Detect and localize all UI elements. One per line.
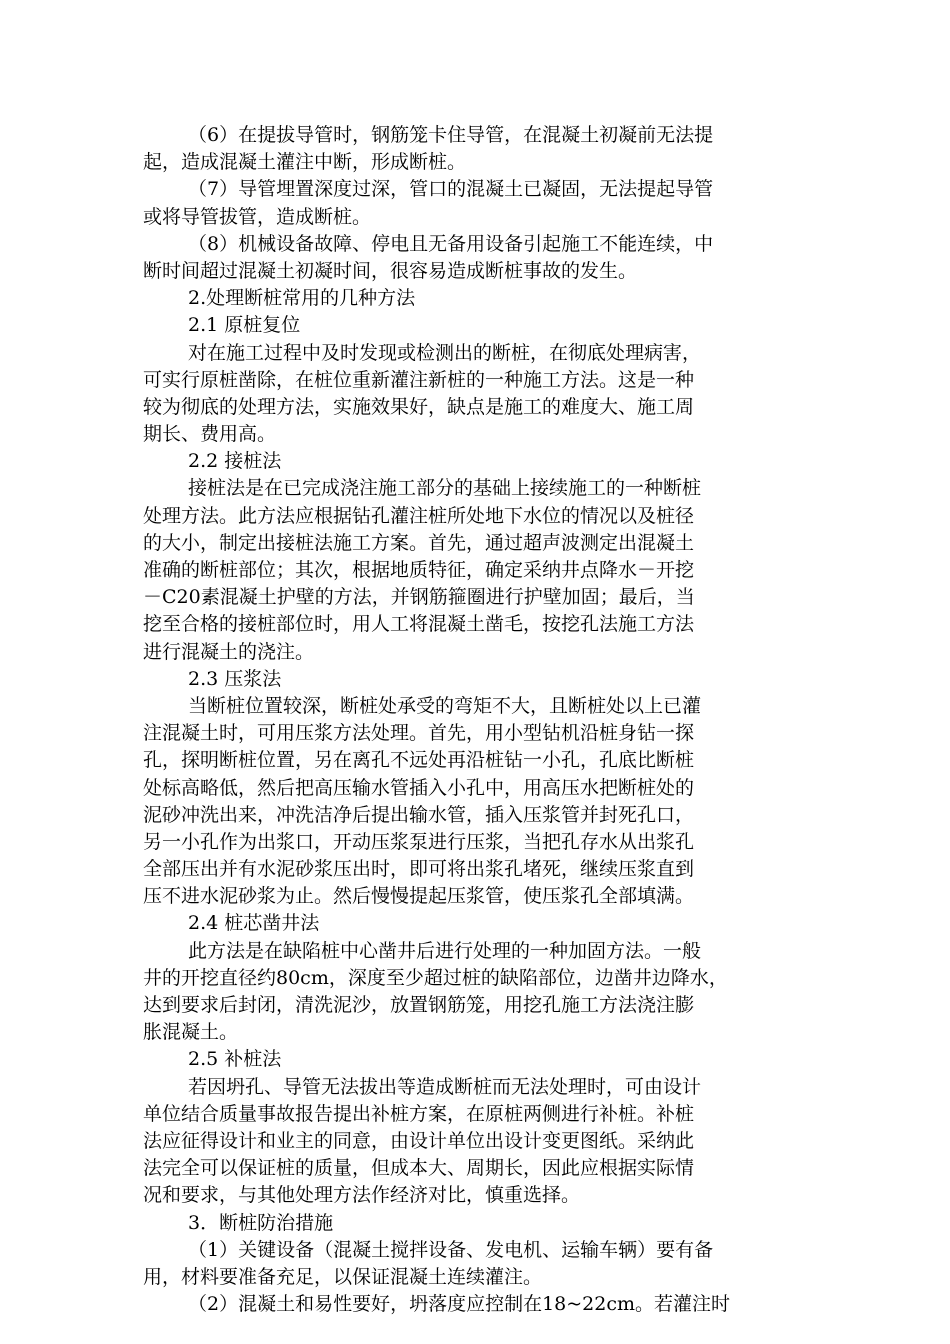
text-line: 泥砂冲洗出来，冲洗洁净后提出输水管，插入压浆管并封死孔口，: [143, 803, 695, 826]
text-line: 法应征得设计和业主的同意，由设计单位出设计变更图纸。采纳此: [143, 1129, 695, 1152]
text-line: （6）在提拔导管时，钢筋笼卡住导管，在混凝土初凝前无法提: [188, 124, 714, 146]
text-line: －C20素混凝土护壁的方法，并钢筋箍圈进行护壁加固；最后，当: [143, 586, 695, 609]
text-line: 用，材料要准备充足，以保证混凝土连续灌注。: [143, 1265, 543, 1288]
text-line: 孔，探明断桩位置，另在离孔不远处再沿桩钻一小孔，孔底比断桩: [143, 749, 695, 772]
text-line: 单位结合质量事故报告提出补桩方案，在原桩两侧进行补桩。补桩: [143, 1102, 695, 1125]
text-line: 3．断桩防治措施: [188, 1211, 334, 1234]
text-line: 的大小，制定出接桩法施工方案。首先，通过超声波测定出混凝土: [143, 531, 695, 554]
document-body: [143, 122, 808, 1318]
text-line: （2）混凝土和易性要好，坍落度应控制在18~22cm。若灌注时: [188, 1293, 731, 1316]
text-line: 2.2 接桩法: [188, 450, 282, 473]
text-line: 较为彻底的处理方法，实施效果好，缺点是施工的难度大、施工周: [143, 395, 695, 418]
text-line: 准确的断桩部位；其次，根据地质特征，确定采纳井点降水－开挖: [143, 559, 695, 581]
text-line: 法完全可以保证桩的质量，但成本大、周期长，因此应根据实际情: [143, 1157, 695, 1180]
text-line: 处标高略低，然后把高压输水管插入小孔中，用高压水把断桩处的: [143, 776, 695, 799]
text-line: 2.处理断桩常用的几种方法: [188, 287, 416, 310]
text-line: 当断桩位置较深，断桩处承受的弯矩不大，且断桩处以上已灌: [188, 694, 702, 717]
text-line: 况和要求，与其他处理方法作经济对比，慎重选择。: [143, 1184, 581, 1207]
text-line: （7）导管埋置深度过深，管口的混凝土已凝固，无法提起导管: [188, 178, 714, 201]
text-line: 压不进水泥砂浆为止。然后慢慢提起压浆管，使压浆孔全部填满。: [143, 885, 695, 908]
text-line: 或将导管拔管，造成断桩。: [143, 205, 372, 228]
text-line: 注混凝土时，可用压浆方法处理。首先，用小型钻机沿桩身钻一探: [143, 722, 695, 745]
text-line: 起，造成混凝土灌注中断，形成断桩。: [143, 151, 467, 174]
text-line: 进行混凝土的浇注。: [143, 640, 315, 663]
text-line: 全部压出并有水泥砂浆压出时，即可将出浆孔堵死，继续压浆直到: [143, 858, 695, 881]
text-line: 2.1 原桩复位: [188, 314, 301, 337]
text-line: 2.4 桩芯凿井法: [188, 912, 320, 935]
text-line: 此方法是在缺陷桩中心凿井后进行处理的一种加固方法。一般: [188, 939, 702, 962]
text-line: 挖至合格的接桩部位时，用人工将混凝土凿毛，按挖孔法施工方法: [143, 613, 695, 636]
text-line: 处理方法。此方法应根据钻孔灌注桩所处地下水位的情况以及桩径: [143, 504, 695, 527]
text-line: 对在施工过程中及时发现或检测出的断桩，在彻底处理病害，: [188, 341, 702, 364]
text-line: 胀混凝土。: [143, 1021, 239, 1044]
text-line: 2.3 压浆法: [188, 667, 282, 690]
text-line: （8）机械设备故障、停电且无备用设备引起施工不能连续，中: [188, 232, 714, 255]
text-line: 接桩法是在已完成浇注施工部分的基础上接续施工的一种断桩: [188, 477, 702, 500]
text-line: （1）关键设备（混凝土搅拌设备、发电机、运输车辆）要有备: [188, 1238, 714, 1261]
text-line: 可实行原桩凿除，在桩位重新灌注新桩的一种施工方法。这是一种: [143, 368, 695, 391]
text-line: 达到要求后封闭，清洗泥沙，放置钢筋笼，用挖孔施工方法浇注膨: [143, 994, 695, 1016]
text-line: 期长、费用高。: [143, 423, 277, 446]
text-line: 断时间超过混凝土初凝时间，很容易造成断桩事故的发生。: [143, 259, 638, 282]
text-line: 2.5 补桩法: [188, 1048, 282, 1071]
text-line: 井的开挖直径约80cm，深度至少超过桩的缺陷部位，边凿井边降水，: [143, 966, 728, 989]
text-line: 另一小孔作为出浆口，开动压浆泵进行压浆，当把孔存水从出浆孔: [143, 830, 695, 853]
text-line: 若因坍孔、导管无法拔出等造成断桩而无法处理时，可由设计: [188, 1075, 702, 1098]
